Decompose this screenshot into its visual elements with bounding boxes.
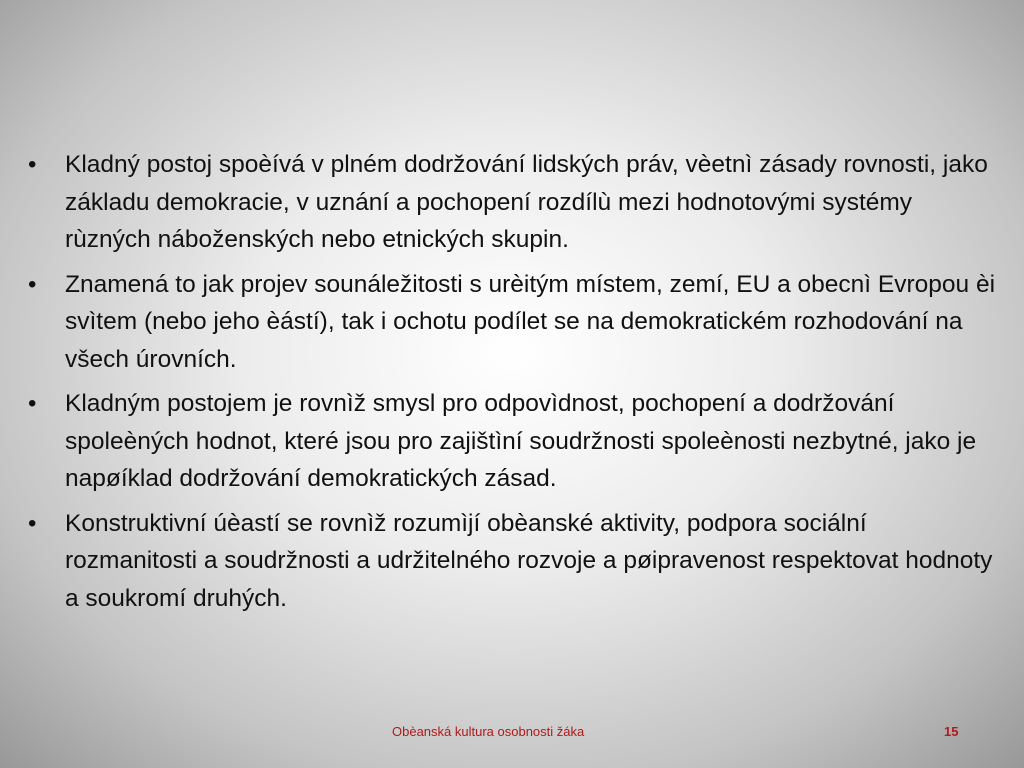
slide-bullet-list	[28, 146, 1003, 624]
bullet-item	[28, 266, 1003, 379]
bullet-dot-icon: •	[28, 509, 37, 537]
bullet-dot-icon: •	[28, 151, 37, 178]
bullet-text: Konstruktivní úèastí se rovnìž rozumìjí obèanské aktivity, podpora sociální rozmanitosti a soudržnosti a udržitelného rozvoje a pøipravenost respektovat hodnoty a soukromí druhých.	[65, 509, 993, 612]
bullet-text: Kladným postojem je rovnìž smysl pro odpovìdnost, pochopení a dodržování spoleèných hodnot, které jsou pro zajištìní soudržnosti spoleènosti nezbytné, jako je napøíklad dodržování demokratických zásad.	[65, 390, 977, 492]
footer-title: Obèanská kultura osobnosti žáka	[392, 724, 585, 739]
bullet-item	[28, 505, 1003, 618]
slide-page-number: 15	[944, 724, 959, 739]
bullet-dot-icon: •	[28, 270, 37, 298]
bullet-item	[28, 146, 1003, 259]
bullet-text: Znamená to jak projev sounáležitosti s urèitým místem, zemí, EU a obecnì Evropou èi svìtem (nebo jeho èástí), tak i ochotu podílet se na demokratickém rozhodování na všech úrovních.	[65, 270, 996, 373]
bullet-dot-icon: •	[28, 390, 37, 417]
bullet-text: Kladný postoj spoèívá v plném dodržování lidských práv, vèetnì zásady rovnosti, jako základu demokracie, v uznání a pochopení rozdílù mezi hodnotovými systémy rùzných náboženských nebo etnických skupin.	[65, 151, 988, 253]
bullet-item	[28, 385, 1003, 498]
